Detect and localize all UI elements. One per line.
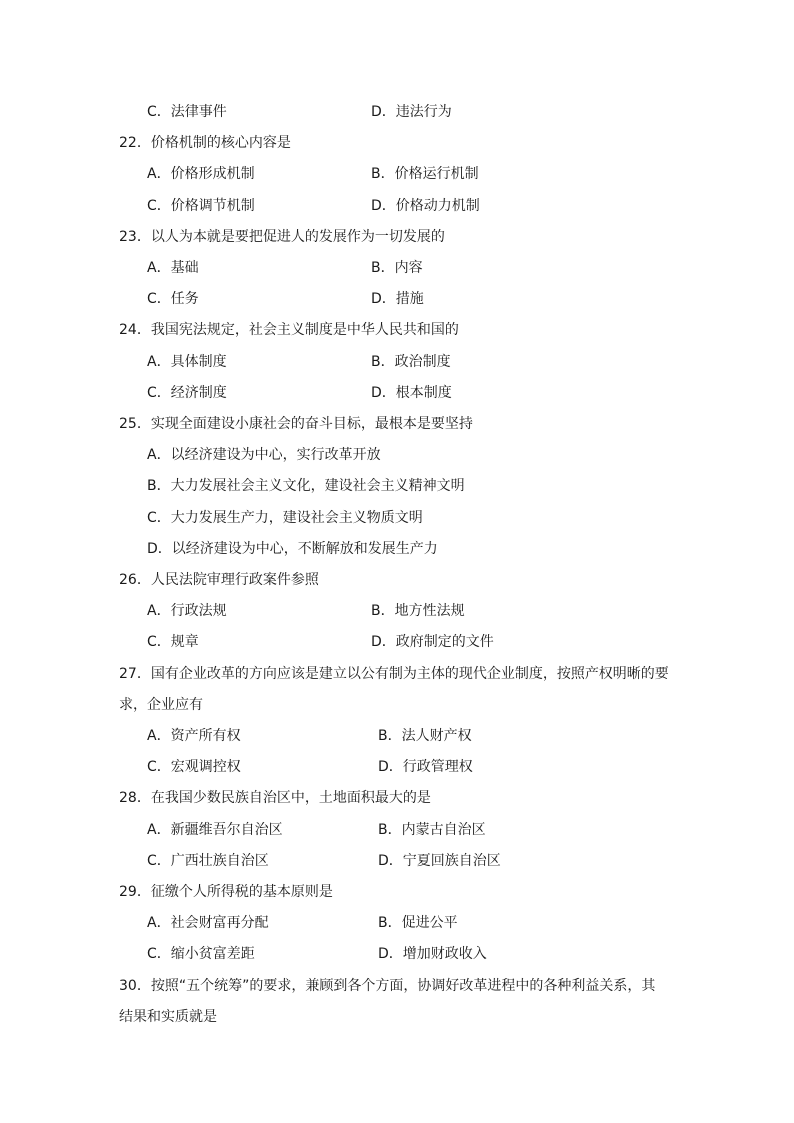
question-30: 30．按照“五个统筹”的要求，兼顾到各个方面，协调好改革进程中的各种利益关系，其	[119, 978, 656, 994]
option-d-q21: D．违法行为	[371, 104, 452, 120]
option-b-q24: B．政治制度	[371, 354, 451, 370]
option-d-q25: D．以经济建设为中心，不断解放和发展生产力	[147, 541, 438, 557]
option-a-q25: A．以经济建设为中心，实行改革开放	[147, 447, 381, 463]
question-25: 25．实现全面建设小康社会的奋斗目标，最根本是要坚持	[119, 416, 473, 432]
option-c-q28: C．广西壮族自治区	[147, 853, 269, 869]
option-a-q22: A．价格形成机制	[147, 166, 255, 182]
option-d-q28: D．宁夏回族自治区	[378, 853, 501, 869]
option-b-q26: B．地方性法规	[371, 603, 465, 619]
option-a-q27: A．资产所有权	[147, 728, 241, 744]
option-d-q22: D．价格动力机制	[371, 198, 480, 214]
option-a-q26: A．行政法规	[147, 603, 227, 619]
option-d-q29: D．增加财政收入	[378, 946, 487, 962]
option-c-q26: C．规章	[147, 634, 199, 650]
question-26: 26．人民法院审理行政案件参照	[119, 572, 319, 588]
option-b-q28: B．内蒙古自治区	[378, 822, 486, 838]
question-22: 22．价格机制的核心内容是	[119, 135, 291, 151]
question-28: 28．在我国少数民族自治区中，土地面积最大的是	[119, 790, 431, 806]
question-24: 24．我国宪法规定，社会主义制度是中华人民共和国的	[119, 322, 459, 338]
option-b-q25: B．大力发展社会主义文化，建设社会主义精神文明	[147, 478, 465, 494]
option-a-q29: A．社会财富再分配	[147, 915, 269, 931]
option-c-q29: C．缩小贫富差距	[147, 946, 255, 962]
option-c-q27: C．宏观调控权	[147, 759, 241, 775]
option-d-q27: D．行政管理权	[378, 759, 473, 775]
question-27: 27．国有企业改革的方向应该是建立以公有制为主体的现代企业制度，按照产权明晰的要	[119, 666, 669, 682]
option-a-q28: A．新疆维吾尔自治区	[147, 822, 283, 838]
option-b-q29: B．促进公平	[378, 915, 458, 931]
option-a-q23: A．基础	[147, 260, 199, 276]
question-30-continued: 结果和实质就是	[119, 1009, 217, 1025]
question-29: 29．征缴个人所得税的基本原则是	[119, 884, 333, 900]
option-d-q26: D．政府制定的文件	[371, 634, 494, 650]
option-a-q24: A．具体制度	[147, 354, 227, 370]
option-d-q23: D．措施	[371, 291, 424, 307]
question-27-continued: 求，企业应有	[119, 697, 203, 713]
option-d-q24: D．根本制度	[371, 385, 452, 401]
question-23: 23．以人为本就是要把促进人的发展作为一切发展的	[119, 229, 445, 245]
option-b-q23: B．内容	[371, 260, 423, 276]
option-b-q22: B．价格运行机制	[371, 166, 479, 182]
option-c-q24: C．经济制度	[147, 385, 227, 401]
option-c-q23: C．任务	[147, 291, 199, 307]
option-c-q22: C．价格调节机制	[147, 198, 255, 214]
option-b-q27: B．法人财产权	[378, 728, 472, 744]
option-c-q25: C．大力发展生产力，建设社会主义物质文明	[147, 510, 423, 526]
option-c-q21: C．法律事件	[147, 104, 227, 120]
